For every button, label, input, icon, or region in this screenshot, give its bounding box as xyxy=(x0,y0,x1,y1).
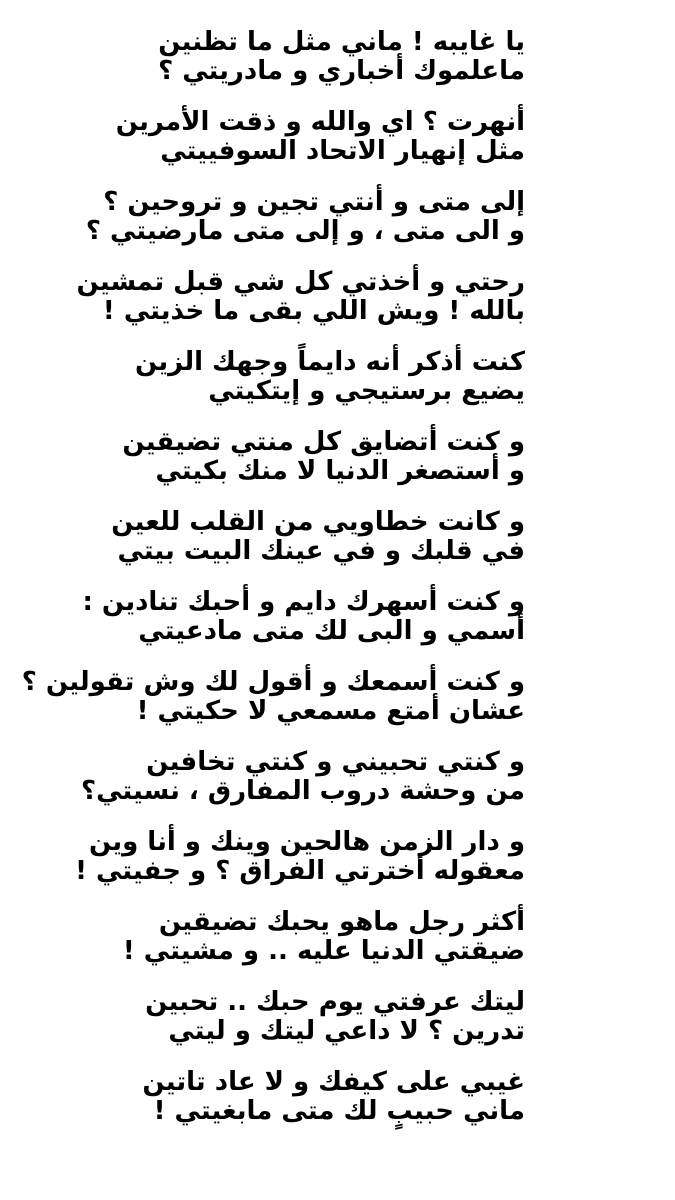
verse-line: بالله ! ويش اللي بقى ما خذيتي ! xyxy=(102,296,525,326)
stanza-1 xyxy=(0,28,675,108)
verse-line: عشان أمتع مسمعي لا حكيتي ! xyxy=(136,696,525,726)
stanza-9 xyxy=(0,668,675,748)
verse-line: كنت أذكر أنه دايماً وجهك الزين xyxy=(135,347,525,377)
verse-line: أسمي و البى لك متى مادعيتي xyxy=(138,616,525,646)
verse-line: ماعلموك أخباري و مادريتي ؟ xyxy=(158,56,525,86)
verse-line: و كنتي تحبيني و كنتي تخافين xyxy=(146,747,525,777)
stanza-5 xyxy=(0,348,675,428)
stanza-3 xyxy=(0,188,675,268)
verse-line: ضيقتي الدنيا عليه .. و مشيتي ! xyxy=(122,936,525,966)
stanza-12 xyxy=(0,908,675,988)
stanza-10 xyxy=(0,748,675,828)
stanza-4 xyxy=(0,268,675,348)
verse-line: رحتي و أخذتي كل شي قبل تمشين xyxy=(76,267,525,297)
verse-line: و كانت خطاويي من القلب للعين xyxy=(111,507,525,537)
stanza-6 xyxy=(0,428,675,508)
stanza-11 xyxy=(0,828,675,908)
verse-line: ماني حبيبٍ لك متى مابغيتي ! xyxy=(153,1096,525,1126)
verse-line: يا غايبه ! ماني مثل ما تظنين xyxy=(158,27,525,57)
verse-line: و أستصغر الدنيا لا منك بكيتي xyxy=(155,456,525,486)
stanza-13 xyxy=(0,988,675,1068)
stanza-14 xyxy=(0,1068,675,1148)
verse-line: و كنت أسمعك و أقول لك وش تقولين ؟ xyxy=(21,667,525,697)
verse-line: يضيع برستيجي و إيتكيتي xyxy=(208,376,525,406)
verse-line: مثل إنهيار الاتحاد السوفييتي xyxy=(160,136,525,166)
stanza-2 xyxy=(0,108,675,188)
poem xyxy=(0,28,675,1148)
verse-line: و الى متى ، و إلى متى مارضيتي ؟ xyxy=(85,216,525,246)
verse-line: إلى متى و أنتي تجين و تروحين ؟ xyxy=(103,187,525,217)
verse-line: معقوله أخترتي الفراق ؟ و جفيتي ! xyxy=(75,856,525,886)
verse-line: و كنت أسهرك دايم و أحبك تنادين : xyxy=(82,587,525,617)
stanza-7 xyxy=(0,508,675,588)
verse-line: في قلبك و في عينك البيت بيتي xyxy=(117,536,525,566)
verse-line: من وحشة دروب المفارق ، نسيتي؟ xyxy=(81,776,525,806)
verse-line: و كنت أتضايق كل منتي تضيقين xyxy=(122,427,525,457)
verse-line: و دار الزمن هالحين وينك و أنا وين xyxy=(88,827,525,857)
verse-line: غيبي على كيفك و لا عاد تاتين xyxy=(142,1067,525,1097)
verse-line: ليتك عرفتي يوم حبك .. تحبين xyxy=(145,987,525,1017)
verse-line: تدرين ؟ لا داعي ليتك و ليتي xyxy=(168,1016,525,1046)
stanza-8 xyxy=(0,588,675,668)
verse-line: أكثر رجل ماهو يحبك تضيقين xyxy=(158,907,525,937)
verse-line: أنهرت ؟ اي والله و ذقت الأمرين xyxy=(115,107,525,137)
